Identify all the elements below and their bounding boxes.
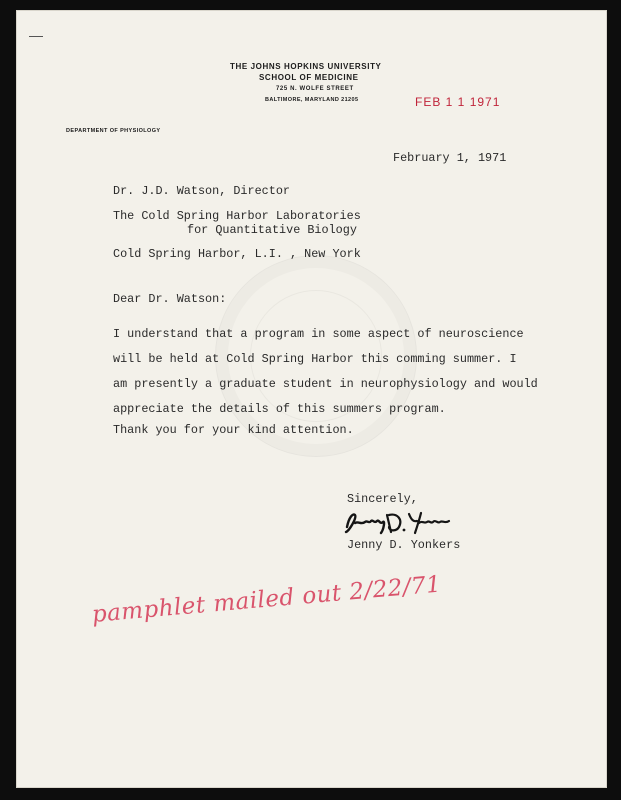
body-line: I understand that a program in some aspect of neuroscience (113, 327, 524, 341)
closing: Sincerely, (347, 492, 418, 506)
letterhead-school: SCHOOL OF MEDICINE (259, 73, 359, 82)
body-line: will be held at Cold Spring Harbor this comming summer. I (113, 352, 517, 366)
handwritten-annotation: pamphlet mailed out 2/22/71 (90, 571, 443, 628)
address-line: Cold Spring Harbor, L.I. , New York (113, 247, 361, 261)
body-line: appreciate the details of this summers program. (113, 402, 446, 416)
address-line: The Cold Spring Harbor Laboratories (113, 209, 361, 223)
letterhead-street: 725 N. WOLFE STREET (276, 86, 354, 92)
address-line: Dr. J.D. Watson, Director (113, 184, 290, 198)
address-line: for Quantitative Biology (187, 223, 357, 237)
department-label: DEPARTMENT OF PHYSIOLOGY (66, 128, 161, 134)
body-line: Thank you for your kind attention. (113, 423, 354, 437)
handwritten-signature (343, 509, 453, 537)
body-line: am presently a graduate student in neurophysiology and would (113, 377, 538, 391)
letterhead-city: BALTIMORE, MARYLAND 21205 (265, 97, 359, 103)
signer-name: Jenny D. Yonkers (347, 538, 461, 552)
letter-date: February 1, 1971 (393, 151, 507, 165)
corner-mark (29, 36, 43, 37)
letterhead-university: THE JOHNS HOPKINS UNIVERSITY (230, 62, 382, 71)
received-date-stamp: FEB 1 1 1971 (415, 95, 501, 109)
salutation: Dear Dr. Watson: (113, 292, 227, 306)
